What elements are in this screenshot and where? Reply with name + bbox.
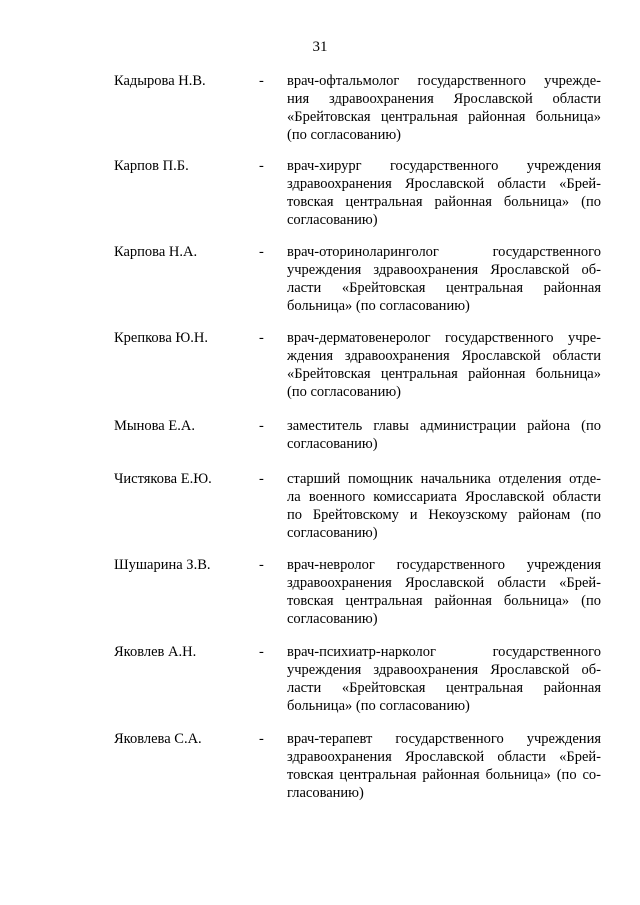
page-number: 31 xyxy=(312,39,328,55)
description-line: «Брейтовская центральная районная больница» xyxy=(287,109,601,125)
description-line: ласти «Брейтовская центральная районная xyxy=(287,280,601,296)
description-line: врач-хирург государственного учреждения xyxy=(287,158,601,174)
description-line: заместитель главы администрации района (по xyxy=(287,418,601,434)
description-line: учреждения здравоохранения Ярославской об- xyxy=(287,662,601,678)
description-line: ждения здравоохранения Ярославской области xyxy=(287,348,601,364)
description-line: врач-оториноларинголог государственного xyxy=(287,244,601,260)
description-line: здравоохранения Ярославской области «Брей- xyxy=(287,575,601,591)
dash-separator: - xyxy=(259,73,264,89)
description-line: согласованию) xyxy=(287,611,378,627)
dash-separator: - xyxy=(259,471,264,487)
description-line: старший помощник начальника отделения отде- xyxy=(287,471,601,487)
dash-separator: - xyxy=(259,644,264,660)
description-line: товская центральная районная больница» (по xyxy=(287,194,601,210)
dash-separator: - xyxy=(259,330,264,346)
description-line: по Брейтовскому и Некоузскому районам (по xyxy=(287,507,601,523)
member-name: Мынова Е.А. xyxy=(114,418,195,434)
member-name: Яковлева С.А. xyxy=(114,731,202,747)
description-line: ния здравоохранения Ярославской области xyxy=(287,91,601,107)
description-line: больница» (по согласованию) xyxy=(287,298,470,314)
member-description xyxy=(287,243,601,315)
description-line: согласованию) xyxy=(287,525,378,541)
dash-separator: - xyxy=(259,731,264,747)
member-description xyxy=(287,643,601,715)
member-description xyxy=(287,329,601,401)
member-description xyxy=(287,470,601,542)
description-line: согласованию) xyxy=(287,436,378,452)
member-name: Шушарина З.В. xyxy=(114,557,211,573)
member-description xyxy=(287,157,601,229)
member-description xyxy=(287,556,601,628)
dash-separator: - xyxy=(259,158,264,174)
member-description xyxy=(287,730,601,802)
description-line: больница» (по согласованию) xyxy=(287,698,470,714)
description-line: ласти «Брейтовская центральная районная xyxy=(287,680,601,696)
member-name: Карпова Н.А. xyxy=(114,244,198,260)
description-line: врач-терапевт государственного учреждения xyxy=(287,731,601,747)
description-line: гласованию) xyxy=(287,785,364,801)
description-line: «Брейтовская центральная районная больница» xyxy=(287,366,601,382)
dash-separator: - xyxy=(259,418,264,434)
member-name: Крепкова Ю.Н. xyxy=(114,330,209,346)
member-description xyxy=(287,72,601,144)
description-line: здравоохранения Ярославской области «Брей- xyxy=(287,176,601,192)
member-description xyxy=(287,417,601,453)
member-name: Чистякова Е.Ю. xyxy=(114,471,212,487)
description-line: (по согласованию) xyxy=(287,384,401,400)
member-name: Карпов П.Б. xyxy=(114,158,189,174)
description-line: врач-невролог государственного учреждения xyxy=(287,557,601,573)
member-name: Яковлев А.Н. xyxy=(114,644,197,660)
description-line: товская центральная районная больница» (по xyxy=(287,593,601,609)
dash-separator: - xyxy=(259,557,264,573)
description-line: согласованию) xyxy=(287,212,378,228)
description-line: врач-психиатр-нарколог государственного xyxy=(287,644,601,660)
description-line: ла военного комиссариата Ярославской области xyxy=(287,489,601,505)
description-line: здравоохранения Ярославской области «Брей- xyxy=(287,749,601,765)
description-line: врач-офтальмолог государственного учрежде- xyxy=(287,73,601,89)
description-line: врач-дерматовенеролог государственного учре- xyxy=(287,330,601,346)
description-line: учреждения здравоохранения Ярославской об- xyxy=(287,262,601,278)
dash-separator: - xyxy=(259,244,264,260)
member-name: Кадырова Н.В. xyxy=(114,73,206,89)
description-line: товская центральная районная больница» (по со- xyxy=(287,767,601,783)
description-line: (по согласованию) xyxy=(287,127,401,143)
